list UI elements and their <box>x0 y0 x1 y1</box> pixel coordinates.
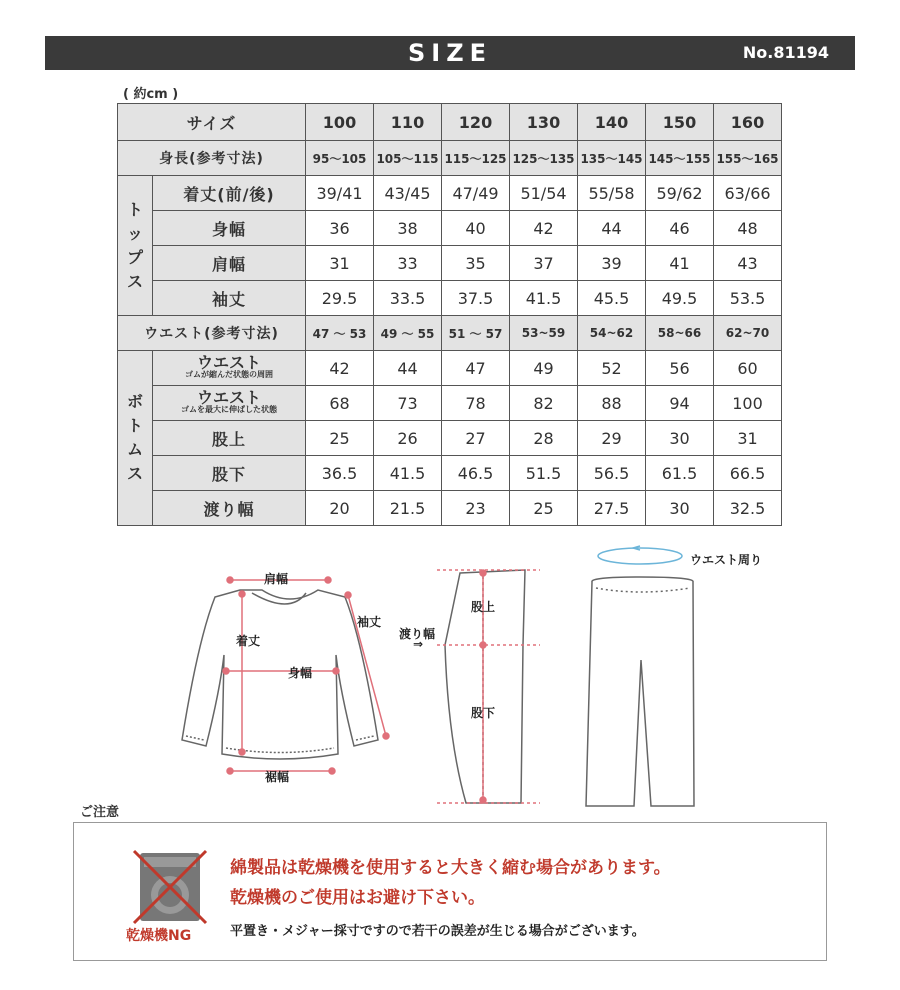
value-cell: 68 <box>306 386 374 421</box>
value-cell: 28 <box>510 421 578 456</box>
value-cell: 27 <box>442 421 510 456</box>
bottoms-group-char: ム <box>126 440 143 459</box>
waist-range-cell: 49 〜 55 <box>374 316 442 351</box>
size-header: サイズ <box>118 104 306 141</box>
value-cell: 41.5 <box>510 281 578 316</box>
tshirt-drawing <box>182 590 378 759</box>
pants-front-drawing <box>586 577 694 806</box>
bottoms-row-label: 股上 <box>153 421 306 456</box>
value-cell: 33.5 <box>374 281 442 316</box>
label-inseam: 股下 <box>471 706 496 720</box>
bottoms-row-sub: ゴムが縮んだ状態の周囲 <box>185 370 273 379</box>
value-cell: 46.5 <box>442 456 510 491</box>
value-cell: 44 <box>374 351 442 386</box>
height-range-cell: 115〜125 <box>442 141 510 176</box>
value-cell: 27.5 <box>578 491 646 526</box>
value-cell: 43 <box>714 246 782 281</box>
value-cell: 41 <box>646 246 714 281</box>
unit-note: ( 約cm ) <box>123 87 179 102</box>
value-cell: 38 <box>374 211 442 246</box>
value-cell: 88 <box>578 386 646 421</box>
height-range-cell: 105〜115 <box>374 141 442 176</box>
waist-range-cell: 58~66 <box>646 316 714 351</box>
value-cell: 37 <box>510 246 578 281</box>
value-cell: 20 <box>306 491 374 526</box>
no-dryer-icon <box>130 847 210 927</box>
tops-group-char: ッ <box>126 223 143 243</box>
label-shoulder: 肩幅 <box>264 572 289 586</box>
value-cell: 49 <box>510 351 578 386</box>
page-title: SIZE <box>407 39 492 67</box>
value-cell: 40 <box>442 211 510 246</box>
value-cell: 59/62 <box>646 176 714 211</box>
tops-row-label: 着丈(前/後) <box>153 176 306 211</box>
size-col-header: 130 <box>510 104 578 141</box>
value-cell: 45.5 <box>578 281 646 316</box>
height-range-cell: 135〜145 <box>578 141 646 176</box>
value-cell: 46 <box>646 211 714 246</box>
value-cell: 56.5 <box>578 456 646 491</box>
value-cell: 36 <box>306 211 374 246</box>
notice-line2: 乾燥機のご使用はお避け下さい。 <box>230 888 485 908</box>
tops-group-char: ト <box>126 199 143 219</box>
label-thigh-arrow: ⇒ <box>413 637 424 651</box>
height-range-cell: 145〜155 <box>646 141 714 176</box>
bottoms-row-label: 渡り幅 <box>153 491 306 526</box>
value-cell: 51.5 <box>510 456 578 491</box>
size-col-header: 100 <box>306 104 374 141</box>
value-cell: 30 <box>646 491 714 526</box>
label-waist-around: ウエスト周り <box>690 553 763 567</box>
label-sleeve: 袖丈 <box>357 615 382 629</box>
value-cell: 25 <box>306 421 374 456</box>
size-col-header: 120 <box>442 104 510 141</box>
value-cell: 30 <box>646 421 714 456</box>
value-cell: 49.5 <box>646 281 714 316</box>
value-cell: 23 <box>442 491 510 526</box>
value-cell: 36.5 <box>306 456 374 491</box>
value-cell: 42 <box>510 211 578 246</box>
value-cell: 47/49 <box>442 176 510 211</box>
value-cell: 31 <box>714 421 782 456</box>
size-col-header: 140 <box>578 104 646 141</box>
notice-title: ご注意 <box>80 805 120 820</box>
bottoms-row-main: ウエスト <box>196 353 261 372</box>
value-cell: 52 <box>578 351 646 386</box>
value-cell: 35 <box>442 246 510 281</box>
tops-row-label: 袖丈 <box>153 281 306 316</box>
value-cell: 31 <box>306 246 374 281</box>
tops-row-label: 身幅 <box>153 211 306 246</box>
value-cell: 56 <box>646 351 714 386</box>
height-range-cell: 95〜105 <box>306 141 374 176</box>
bottoms-row-label: 股下 <box>153 456 306 491</box>
bottoms-group-char: ト <box>126 416 143 435</box>
height-range-cell: 155〜165 <box>714 141 782 176</box>
waist-range-cell: 47 〜 53 <box>306 316 374 351</box>
notice-line3: 平置き・メジャー採寸ですので若干の誤差が生じる場合がございます。 <box>230 924 645 939</box>
size-col-header: 150 <box>646 104 714 141</box>
value-cell: 53.5 <box>714 281 782 316</box>
value-cell: 37.5 <box>442 281 510 316</box>
bottoms-group-char: ボ <box>126 392 143 411</box>
bottoms-group-char: ス <box>126 464 143 483</box>
waist-range-cell: 51 〜 57 <box>442 316 510 351</box>
value-cell: 48 <box>714 211 782 246</box>
height-range-cell: 125〜135 <box>510 141 578 176</box>
value-cell: 26 <box>374 421 442 456</box>
value-cell: 41.5 <box>374 456 442 491</box>
label-body-width: 身幅 <box>288 666 313 680</box>
notice-line1: 綿製品は乾燥機を使用すると大きく縮む場合があります。 <box>230 858 671 878</box>
value-cell: 42 <box>306 351 374 386</box>
value-cell: 21.5 <box>374 491 442 526</box>
value-cell: 51/54 <box>510 176 578 211</box>
value-cell: 47 <box>442 351 510 386</box>
value-cell: 66.5 <box>714 456 782 491</box>
waist-label: ウエスト(参考寸法) <box>118 316 306 351</box>
value-cell: 29 <box>578 421 646 456</box>
value-cell: 61.5 <box>646 456 714 491</box>
value-cell: 60 <box>714 351 782 386</box>
value-cell: 44 <box>578 211 646 246</box>
bottoms-row-main: ウエスト <box>196 388 261 407</box>
bottoms-row-sub: ゴムを最大に伸ばした状態 <box>181 405 277 414</box>
label-length: 着丈 <box>236 634 261 648</box>
waist-range-cell: 54~62 <box>578 316 646 351</box>
value-cell: 100 <box>714 386 782 421</box>
value-cell: 39 <box>578 246 646 281</box>
value-cell: 78 <box>442 386 510 421</box>
dryer-ng-label: 乾燥機NG <box>126 928 192 944</box>
value-cell: 73 <box>374 386 442 421</box>
label-thigh: 渡り幅 <box>399 627 436 641</box>
waist-range-cell: 62~70 <box>714 316 782 351</box>
value-cell: 32.5 <box>714 491 782 526</box>
label-rise: 股上 <box>471 600 496 614</box>
label-hem: 裾幅 <box>265 770 290 784</box>
value-cell: 39/41 <box>306 176 374 211</box>
tops-row-label: 肩幅 <box>153 246 306 281</box>
size-col-header: 160 <box>714 104 782 141</box>
value-cell: 94 <box>646 386 714 421</box>
height-label: 身長(参考寸法) <box>118 141 306 176</box>
value-cell: 43/45 <box>374 176 442 211</box>
waist-range-cell: 53~59 <box>510 316 578 351</box>
value-cell: 55/58 <box>578 176 646 211</box>
value-cell: 25 <box>510 491 578 526</box>
tops-group-char: プ <box>126 247 143 267</box>
product-number: No.81194 <box>742 43 829 62</box>
size-col-header: 110 <box>374 104 442 141</box>
tops-group-char: ス <box>126 271 143 291</box>
value-cell: 63/66 <box>714 176 782 211</box>
value-cell: 29.5 <box>306 281 374 316</box>
value-cell: 33 <box>374 246 442 281</box>
notice-box <box>73 822 827 961</box>
value-cell: 82 <box>510 386 578 421</box>
waist-around-icon <box>598 546 682 564</box>
